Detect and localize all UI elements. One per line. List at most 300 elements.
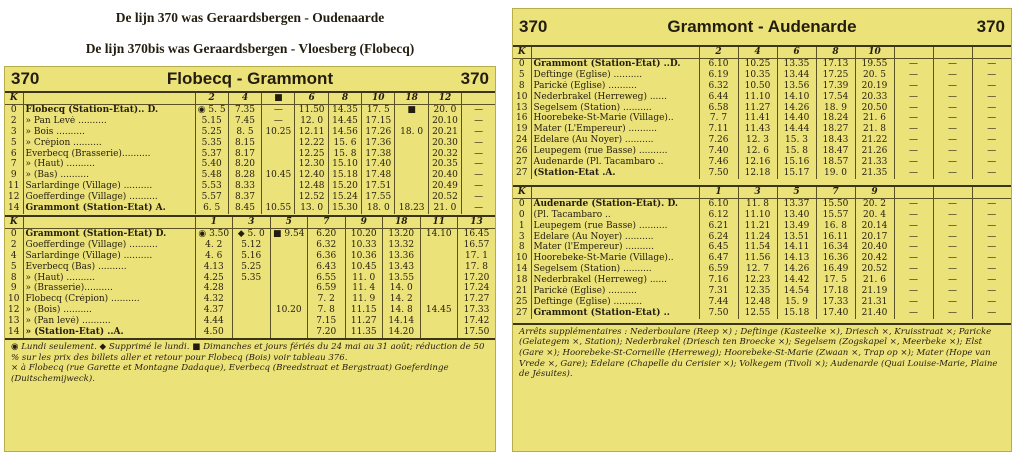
km-cell: 2	[5, 116, 23, 127]
note-stops: × à Flobecq (rue Garette et Montagne Dadaque), Everbecq (Breedstraat et Bergstraat) Goeferdinge (Duitschemijweck).	[11, 363, 449, 384]
table-row	[513, 198, 1011, 209]
departure-time	[270, 251, 308, 262]
train-number: 10	[855, 47, 894, 58]
table-row	[5, 273, 495, 284]
train-number: 6	[777, 47, 816, 58]
departure-time: 6.44	[699, 92, 738, 103]
departure-time: 18.27	[816, 124, 855, 135]
departure-time: 15.10	[328, 159, 361, 170]
station-name: Hoorebeke-St-Marie (Village)..	[531, 253, 699, 264]
km-cell: 0	[513, 58, 531, 69]
departure-time: 8.33	[228, 181, 261, 192]
departure-time: —	[474, 137, 484, 148]
train-number-row	[5, 217, 495, 228]
departure-time: 10.50	[738, 81, 777, 92]
departure-time: —	[987, 113, 997, 124]
departure-time: 17.26	[362, 127, 395, 138]
departure-time: 13.35	[777, 58, 816, 69]
km-cell: 14	[5, 203, 23, 214]
departure-time: 17. 5	[816, 275, 855, 286]
table-row	[513, 146, 1011, 157]
departure-time: —	[894, 124, 933, 135]
train-number	[972, 47, 1011, 58]
departure-time: —	[474, 203, 484, 214]
station-name: Deftinge (Eglise) ..........	[531, 297, 699, 308]
km-cell: 16	[513, 113, 531, 124]
departure-time: 21.40	[855, 308, 894, 319]
departure-time: 7.26	[699, 135, 738, 146]
train-number	[894, 187, 933, 198]
departure-time	[270, 294, 308, 305]
km-cell: 27	[513, 168, 531, 179]
train-number-row	[513, 187, 1011, 198]
departure-time: 6.10	[699, 58, 738, 69]
departure-time: 7.40	[699, 146, 738, 157]
departure-time: —	[933, 264, 972, 275]
departure-time: —	[933, 308, 972, 319]
departure-time: 6.32	[308, 240, 346, 251]
departure-time: —	[933, 103, 972, 114]
station-name: Grammont (Station-Etat) ..	[531, 308, 699, 319]
departure-time: 8.28	[228, 170, 261, 181]
departure-time: 6.32	[699, 81, 738, 92]
station-name: Segelsem (Station) ..........	[531, 103, 699, 114]
km-cell: 0	[5, 228, 23, 239]
departure-time: —	[933, 286, 972, 297]
departure-time: 6.47	[699, 253, 738, 264]
departure-time: 4.50	[195, 327, 233, 338]
departure-time: 17.54	[816, 92, 855, 103]
departure-time: 5.48	[195, 170, 228, 181]
km-header: K	[5, 93, 23, 104]
departure-time: 5.12	[233, 240, 271, 251]
train-number: 8	[816, 47, 855, 58]
train-number: 7	[816, 187, 855, 198]
departure-time: 11.27	[345, 316, 383, 327]
km-cell: 14	[5, 327, 23, 338]
km-cell: 3	[513, 232, 531, 243]
departure-time: 14.13	[777, 253, 816, 264]
km-cell: 26	[513, 146, 531, 157]
departure-time: 14.11	[777, 242, 816, 253]
train-number: 6	[295, 93, 328, 104]
departure-time: 13.49	[777, 221, 816, 232]
departure-time: 11.15	[345, 305, 383, 316]
departure-time: 7.46	[699, 157, 738, 168]
departure-time: —	[987, 242, 997, 253]
train-number: 5	[270, 217, 308, 228]
train-number: 1	[195, 217, 233, 228]
departure-time: 21.33	[855, 157, 894, 168]
line-number-right: 370	[460, 69, 489, 88]
departure-time: 21.35	[855, 168, 894, 179]
station-name: Everbecq (Brasserie)..........	[23, 149, 195, 160]
departure-time: 15.16	[777, 157, 816, 168]
departure-time	[395, 138, 428, 149]
departure-time: 19.55	[855, 58, 894, 69]
departure-time: 14.44	[777, 124, 816, 135]
departure-time: 6.24	[699, 232, 738, 243]
km-cell: 12	[5, 192, 23, 203]
departure-time: 20.52	[855, 264, 894, 275]
train-number: 10	[362, 93, 395, 104]
departure-time	[395, 181, 428, 192]
departure-time: 18. 0	[362, 203, 395, 214]
departure-time: 18.47	[816, 146, 855, 157]
departure-time: —	[987, 102, 997, 113]
departure-time	[270, 262, 308, 273]
departure-time: —	[987, 253, 997, 264]
departure-time: —	[933, 232, 972, 243]
departure-time: 17.24	[463, 283, 490, 294]
departure-time: —	[933, 253, 972, 264]
km-cell: 12	[5, 305, 23, 316]
departure-time: 13.40	[777, 210, 816, 221]
departure-time: 20. 4	[855, 210, 894, 221]
departure-time: 5.37	[195, 149, 228, 160]
table-row	[5, 228, 495, 239]
station-header	[23, 217, 195, 228]
km-cell: 0	[5, 104, 23, 115]
km-cell: 1	[513, 221, 531, 232]
departure-time: 14.26	[777, 264, 816, 275]
train-number: 3	[738, 187, 777, 198]
departure-time: 6.43	[308, 262, 346, 273]
km-cell: 25	[513, 297, 531, 308]
station-name: Goefferdinge (Village) ..........	[23, 192, 195, 203]
departure-time: —	[933, 113, 972, 124]
departure-time: 18.23	[395, 203, 428, 214]
departure-time: —	[894, 168, 933, 179]
departure-time: 6.59	[699, 264, 738, 275]
table-row	[513, 70, 1011, 81]
departure-time: 13.56	[777, 81, 816, 92]
caption-line-370bis: De lijn 370bis was Geraardsbergen - Vloesberg (Flobecq)	[85, 41, 415, 56]
departure-time: —	[933, 168, 972, 179]
departure-time	[262, 192, 295, 203]
departure-time: 18. 9	[816, 103, 855, 114]
km-cell: 0	[513, 210, 531, 221]
table-row	[513, 92, 1011, 103]
timetable-section-return	[5, 217, 495, 338]
table-row	[513, 253, 1011, 264]
departure-time	[420, 294, 458, 305]
departure-time: —	[894, 157, 933, 168]
departure-time: 14. 0	[383, 283, 421, 294]
departure-time: 16.45	[463, 228, 490, 239]
km-cell: 2	[5, 240, 23, 251]
departure-time: 8.45	[228, 203, 261, 214]
station-name: » (Bois) ..........	[23, 305, 195, 316]
departure-time: 6.10	[699, 198, 738, 209]
km-cell: 10	[513, 253, 531, 264]
km-cell: 9	[5, 283, 23, 294]
departure-time: 17.25	[816, 70, 855, 81]
departure-time: —	[474, 115, 484, 126]
departure-time: —	[987, 307, 997, 318]
departure-time: 17.33	[816, 297, 855, 308]
train-number: 5	[777, 187, 816, 198]
caption-line-370: De lijn 370 was Geraardsbergen - Oudenaarde	[115, 10, 385, 25]
departure-time: 20.14	[855, 221, 894, 232]
note-legend: ◉ Lundi seulement. ◆ Supprimé le lundi. ■ Dimanches et jours fériés du 24 mai au 31 août; réduction de 50 % sur les prix des billets aller et retour pour Flobecq (Bois) voir tableau 376.	[11, 341, 485, 363]
station-name: Nederbrakel (Herreweg) ......	[531, 92, 699, 103]
departure-time: 10.20	[345, 228, 383, 239]
departure-time: —	[933, 124, 972, 135]
station-name: » (Pan levé) ..........	[23, 316, 195, 327]
departure-time	[233, 283, 271, 294]
departure-time	[270, 316, 308, 327]
train-number	[933, 187, 972, 198]
departure-time: 11.50	[295, 104, 328, 115]
departure-time: 18.24	[816, 113, 855, 124]
train-number: ■	[262, 93, 295, 104]
departure-time: —	[894, 146, 933, 157]
departure-time: 14.54	[777, 286, 816, 297]
station-name: Goefferdinge (Village) ..........	[23, 240, 195, 251]
departure-time: 13.51	[777, 232, 816, 243]
departure-time: 17.20	[463, 272, 490, 283]
departure-time: 13.32	[383, 240, 421, 251]
station-name: Audenarde (Station-Etat). D.	[531, 198, 699, 209]
station-name: Flobecq (Crépion) ..........	[23, 294, 195, 305]
departure-time: —	[474, 104, 484, 115]
departure-time: —	[894, 275, 933, 286]
departure-time: 20.33	[855, 92, 894, 103]
departure-time: 4.25	[195, 273, 233, 284]
km-header: K	[5, 217, 23, 228]
departure-time: 7.45	[228, 116, 261, 127]
station-name: Parické (Eglise) ..........	[531, 286, 699, 297]
departure-time: —	[933, 135, 972, 146]
departure-time	[262, 149, 295, 160]
departure-time	[270, 240, 308, 251]
station-name: Leupegem (rue Basse) ..........	[531, 146, 699, 157]
km-cell: 27	[513, 157, 531, 168]
departure-time: 13.37	[777, 198, 816, 209]
departure-time	[233, 327, 271, 338]
departure-time	[395, 192, 428, 203]
departure-time: 14.40	[777, 113, 816, 124]
departure-time: 4.13	[195, 262, 233, 273]
table-row	[5, 327, 495, 338]
departure-time: 17.50	[463, 327, 490, 338]
departure-time: 7.35	[228, 104, 261, 115]
departure-time: —	[474, 159, 484, 170]
departure-time: —	[894, 135, 933, 146]
station-name: Everbecq (Bas) ..........	[23, 262, 195, 273]
km-cell: 0	[513, 198, 531, 209]
departure-time: 10.55	[262, 203, 295, 214]
station-name: » Bois ..........	[23, 127, 195, 138]
departure-time: —	[894, 221, 933, 232]
departure-time: 17.38	[362, 149, 395, 160]
departure-time: 17. 5	[362, 104, 395, 115]
departure-time: —	[894, 58, 933, 69]
departure-time: 7.11	[699, 124, 738, 135]
departure-time: —	[987, 275, 997, 286]
departure-time: 20.50	[855, 103, 894, 114]
station-name: Edelare (Au Noyer) ..........	[531, 135, 699, 146]
departure-time: 11.54	[738, 242, 777, 253]
train-number	[462, 93, 495, 104]
km-cell: 6	[5, 149, 23, 160]
departure-time	[420, 273, 458, 284]
departure-time: 4. 2	[195, 240, 233, 251]
departure-time: 6.45	[699, 242, 738, 253]
km-cell: 9	[5, 170, 23, 181]
departure-time: —	[933, 297, 972, 308]
departure-time: 14.10	[420, 228, 458, 239]
departure-time: —	[987, 167, 997, 178]
departure-time	[262, 138, 295, 149]
km-cell: 5	[5, 262, 23, 273]
departure-time: 12. 6	[738, 146, 777, 157]
departure-time: 12.40	[295, 170, 328, 181]
departure-time: 12. 3	[738, 135, 777, 146]
departure-time: 10.25	[262, 127, 295, 138]
table-row	[513, 242, 1011, 253]
departure-time: —	[933, 157, 972, 168]
train-number: 13	[458, 217, 496, 228]
departure-time: —	[262, 104, 295, 115]
departure-time: 7.50	[699, 308, 738, 319]
departure-time: 12.18	[738, 168, 777, 179]
departure-time: 20.32	[428, 149, 461, 160]
timetable-notes	[5, 338, 495, 386]
departure-time: 15.57	[816, 210, 855, 221]
departure-time: 14.35	[328, 104, 361, 115]
departure-time: 8.20	[228, 159, 261, 170]
departure-time: 6.19	[699, 70, 738, 81]
departure-time: 13.43	[383, 262, 421, 273]
departure-time: 17.18	[816, 286, 855, 297]
departure-time: 17.51	[362, 181, 395, 192]
table-row	[5, 170, 495, 181]
departure-time: 4.37	[195, 305, 233, 316]
departure-time: —	[894, 113, 933, 124]
departure-time: —	[933, 58, 972, 69]
departure-time: —	[894, 70, 933, 81]
departure-time: 20.19	[855, 81, 894, 92]
departure-time: 7.50	[699, 168, 738, 179]
line-number: 370	[519, 17, 548, 36]
timetable-section-outbound	[513, 47, 1011, 179]
departure-time: 7.15	[308, 316, 346, 327]
departure-time: 7.31	[699, 286, 738, 297]
departure-time: 17.36	[362, 138, 395, 149]
departure-time: 15. 3	[777, 135, 816, 146]
note-extra-stops: Arrêts supplémentaires : Nederboulare (Reep ×) ; Deftinge (Kasteelke ×), Driesch ×, Kruisstraat ×; Paricke (Gelategem ×, Station); Nederbrakel (Driesch ten Broecke ×); Segelsem (Zogskapel ×, Meerbeke ×); Elst (Gare ×); Hoorebeke-St-Corneille (Herreweg); Hoorebeke-St-Marie (Zwaan ×, Trap op ×); Mater (Hope van Vrede ×, Gare); Edelare (Chapelle du Cerisier ×); Volkegem (Tivoli ×); Audenarde (Quai Louise-Marie, Plaine de Jésuites).	[519, 326, 998, 380]
table-row	[5, 138, 495, 149]
departure-time: 14.20	[383, 327, 421, 338]
departure-time: 17.42	[463, 316, 490, 327]
departure-time	[270, 283, 308, 294]
station-name: Grammont (Station-Etat) D.	[23, 228, 195, 239]
departure-time: —	[894, 264, 933, 275]
departure-time: 17.33	[463, 305, 490, 316]
departure-time: —	[933, 198, 972, 209]
departure-time: 5.25	[233, 262, 271, 273]
train-number: 4	[738, 47, 777, 58]
departure-time	[420, 316, 458, 327]
departure-time: 8.37	[228, 192, 261, 203]
departure-time: 11. 8	[738, 198, 777, 209]
departure-time: 11.41	[738, 113, 777, 124]
departure-time: 20.21	[428, 127, 461, 138]
departure-time: 7. 7	[699, 113, 738, 124]
table-row	[5, 294, 495, 305]
km-cell: 10	[513, 92, 531, 103]
departure-time: —	[987, 80, 997, 91]
departure-time: 21. 6	[855, 113, 894, 124]
departure-time: ■	[395, 104, 428, 115]
departure-time: —	[894, 103, 933, 114]
timetable-grammont-audenarde	[512, 8, 1012, 452]
train-number-row	[5, 93, 495, 104]
departure-time: —	[987, 220, 997, 231]
departure-time: 20.10	[428, 116, 461, 127]
departure-time: —	[987, 135, 997, 146]
departure-time: 15. 8	[777, 146, 816, 157]
station-name: Grammont (Station-Etat) ..D.	[531, 58, 699, 69]
departure-time: 20.40	[428, 170, 461, 181]
km-cell: 13	[513, 103, 531, 114]
departure-time	[395, 170, 428, 181]
departure-time: —	[987, 58, 997, 69]
departure-time: —	[474, 192, 484, 203]
departure-time	[420, 251, 458, 262]
station-name: Nederbrakel (Herreweg) ......	[531, 275, 699, 286]
station-name: » Pan Levé ..........	[23, 116, 195, 127]
departure-time: —	[474, 170, 484, 181]
km-cell: 19	[513, 124, 531, 135]
table-row	[513, 58, 1011, 69]
departure-time: 8. 5	[228, 127, 261, 138]
table-row	[5, 251, 495, 262]
departure-time: —	[894, 81, 933, 92]
departure-time: 5.53	[195, 181, 228, 192]
departure-time: 4.44	[195, 316, 233, 327]
departure-time: —	[894, 242, 933, 253]
departure-time: 6.20	[308, 228, 346, 239]
departure-time: 12.52	[295, 192, 328, 203]
departure-time: —	[894, 92, 933, 103]
departure-time: 13.20	[383, 228, 421, 239]
departure-time: 20. 0	[428, 104, 461, 115]
train-number-row	[513, 47, 1011, 58]
departure-time: 14.26	[777, 103, 816, 114]
table-row	[513, 135, 1011, 146]
table-row	[513, 113, 1011, 124]
departure-time: 21.19	[855, 286, 894, 297]
timetable-notes	[513, 323, 1011, 382]
departure-time: —	[894, 253, 933, 264]
station-name: Sarlardinge (Village) ..........	[23, 251, 195, 262]
departure-time: —	[933, 275, 972, 286]
departure-time: 4.28	[195, 283, 233, 294]
station-name: Flobecq (Station-Etat).. D.	[23, 104, 195, 115]
departure-time: —	[262, 116, 295, 127]
train-number: 12	[428, 93, 461, 104]
departure-time: 7.20	[308, 327, 346, 338]
departure-time: 12.11	[295, 127, 328, 138]
departure-time: 5.35	[233, 273, 271, 284]
departure-time: 20.42	[855, 253, 894, 264]
departure-time: 19. 0	[816, 168, 855, 179]
departure-time: 12.30	[295, 159, 328, 170]
departure-time: 13.44	[777, 70, 816, 81]
